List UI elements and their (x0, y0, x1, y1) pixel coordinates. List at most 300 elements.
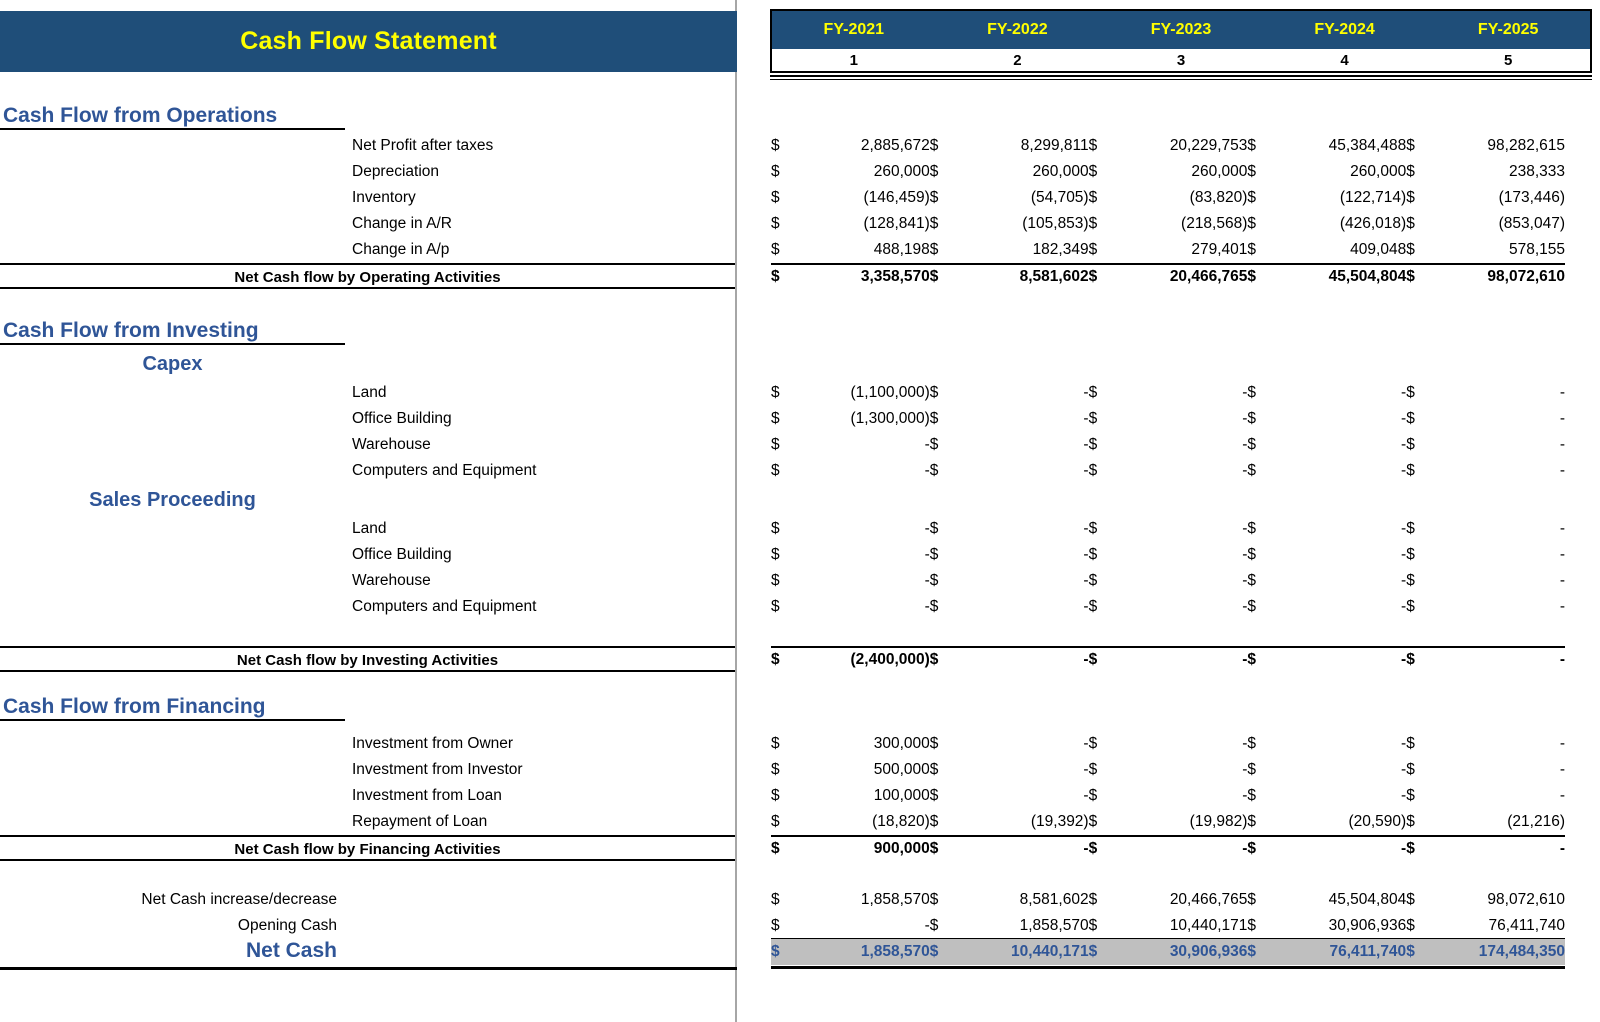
currency-symbol: $ (1406, 813, 1415, 830)
currency-symbol: $ (1088, 546, 1098, 563)
cell-value: - (1242, 761, 1248, 778)
value-cell (1247, 185, 1406, 211)
currency-symbol: $ (929, 462, 939, 479)
cell-value: - (1083, 384, 1089, 401)
cell-value: 578,155 (1508, 241, 1565, 258)
value-cell (1247, 939, 1406, 965)
value-row-operations-2 (771, 185, 1565, 211)
value-cell (771, 458, 930, 484)
currency-symbol: $ (771, 241, 780, 258)
value-row-summary-0 (771, 887, 1565, 913)
column-index-3: 3 (1176, 51, 1186, 69)
value-cell (771, 731, 930, 757)
row-label-net-cash: Net Cash (245, 939, 337, 962)
value-cell (771, 809, 930, 835)
currency-symbol: $ (1088, 189, 1098, 206)
currency-symbol: $ (771, 215, 780, 232)
cell-value: 98,072,610 (1487, 891, 1565, 908)
page-title: Cash Flow Statement (240, 27, 497, 55)
column-header-years (772, 11, 1590, 49)
value-cell (1089, 406, 1248, 432)
currency-symbol: $ (1088, 787, 1098, 804)
cell-value: (218,568) (1181, 215, 1248, 232)
cell-value: - (1242, 572, 1248, 589)
subsection-heading-sales-proceeding: Sales Proceeding (89, 489, 256, 511)
currency-symbol: $ (1247, 384, 1257, 401)
currency-symbol: $ (1088, 215, 1098, 232)
value-cell (1406, 211, 1565, 237)
value-cell (1247, 757, 1406, 783)
cell-value: 45,504,804 (1328, 891, 1407, 908)
cell-value: 30,906,936 (1169, 943, 1248, 960)
cell-value: 45,504,804 (1328, 268, 1407, 285)
value-row-capex-2 (771, 432, 1565, 458)
cell-value: - (1559, 572, 1565, 589)
cell-value: (19,392) (1030, 813, 1089, 830)
value-row-sales-2 (771, 568, 1565, 594)
value-cell (930, 568, 1089, 594)
row-label-capex-office-building: Office Building (352, 410, 452, 427)
currency-symbol: $ (929, 943, 939, 960)
currency-symbol: $ (929, 215, 939, 232)
cell-value: 10,440,171 (1169, 917, 1248, 934)
currency-symbol: $ (1247, 546, 1257, 563)
currency-symbol: $ (1088, 268, 1098, 285)
value-cell (1406, 757, 1565, 783)
value-cell (771, 939, 930, 965)
cell-value: (2,400,000) (850, 651, 930, 668)
cell-value: - (1242, 651, 1248, 668)
cell-value: 260,000 (1350, 163, 1407, 180)
cell-value: 8,581,602 (1019, 891, 1089, 908)
cell-value: 174,484,350 (1478, 943, 1565, 960)
currency-symbol: $ (771, 917, 780, 934)
currency-symbol: $ (1247, 917, 1257, 934)
cell-value: 20,229,753 (1169, 137, 1248, 154)
cell-value: - (924, 546, 930, 563)
cell-value: - (1083, 598, 1089, 615)
value-cell (1406, 264, 1565, 290)
currency-symbol: $ (1406, 462, 1415, 479)
cell-value: 2,885,672 (860, 137, 930, 154)
value-cell (1406, 594, 1565, 620)
value-cell (930, 458, 1089, 484)
currency-symbol: $ (1247, 891, 1257, 908)
value-cell (930, 809, 1089, 835)
value-cell (1089, 432, 1248, 458)
currency-symbol: $ (1406, 735, 1415, 752)
cell-value: - (1083, 572, 1089, 589)
value-cell (1089, 568, 1248, 594)
column-index-2: 2 (1013, 51, 1022, 69)
currency-symbol: $ (771, 943, 780, 960)
currency-symbol: $ (1247, 813, 1257, 830)
currency-symbol: $ (1247, 410, 1257, 427)
value-cell (771, 594, 930, 620)
value-cell (1406, 516, 1565, 542)
currency-symbol: $ (1406, 572, 1415, 589)
value-cell (1089, 185, 1248, 211)
value-row-sales-3 (771, 594, 1565, 620)
value-row-operations-3 (771, 211, 1565, 237)
cell-value: - (1242, 384, 1248, 401)
value-cell (1089, 380, 1248, 406)
currency-symbol: $ (929, 735, 939, 752)
currency-symbol: $ (771, 651, 780, 668)
value-cell (930, 380, 1089, 406)
currency-symbol: $ (1406, 163, 1415, 180)
currency-symbol: $ (1088, 761, 1098, 778)
cell-value: - (924, 572, 930, 589)
row-label-opening-cash: Opening Cash (237, 917, 337, 934)
cell-value: - (1559, 840, 1565, 857)
value-cell (1247, 731, 1406, 757)
currency-symbol: $ (1247, 651, 1257, 668)
value-row-sales-1 (771, 542, 1565, 568)
value-cell (1247, 809, 1406, 835)
value-rule (771, 966, 1565, 969)
cell-value: - (1559, 546, 1565, 563)
row-label-investment-from-loan: Investment from Loan (352, 787, 502, 804)
value-cell (771, 516, 930, 542)
currency-symbol: $ (771, 761, 780, 778)
cell-value: 76,411,740 (1488, 917, 1565, 934)
currency-symbol: $ (771, 384, 780, 401)
cell-value: 30,906,936 (1328, 917, 1407, 934)
value-row-capex-3 (771, 458, 1565, 484)
currency-symbol: $ (771, 410, 780, 427)
currency-symbol: $ (1406, 384, 1415, 401)
cell-value: - (1401, 651, 1407, 668)
currency-symbol: $ (1406, 215, 1415, 232)
cell-value: - (1083, 787, 1089, 804)
value-cell (1406, 836, 1565, 862)
cell-value: - (924, 917, 930, 934)
column-header-fy-2021: FY-2021 (823, 21, 885, 38)
value-cell (930, 159, 1089, 185)
cell-value: 8,299,811 (1020, 137, 1089, 154)
cell-value: - (1242, 598, 1248, 615)
currency-symbol: $ (1406, 436, 1415, 453)
value-cell (1406, 568, 1565, 594)
cell-value: 100,000 (873, 787, 930, 804)
cell-value: - (1242, 410, 1248, 427)
cell-value: (105,853) (1022, 215, 1089, 232)
row-label-change-in-ap: Change in A/p (352, 241, 450, 258)
value-row-capex-0 (771, 380, 1565, 406)
value-cell (1089, 836, 1248, 862)
total-label-financing-activities: Net Cash flow by Financing Activities (0, 835, 735, 861)
currency-symbol: $ (1406, 520, 1415, 537)
section-heading-operations: Cash Flow from Operations (0, 104, 345, 130)
currency-symbol: $ (929, 813, 939, 830)
cell-value: - (1242, 520, 1248, 537)
cell-value: 20,466,765 (1169, 268, 1248, 285)
row-label-investment-from-investor: Investment from Investor (352, 761, 523, 778)
currency-symbol: $ (929, 268, 939, 285)
currency-symbol: $ (1088, 137, 1098, 154)
value-row-financing-3 (771, 809, 1565, 835)
currency-symbol: $ (771, 520, 780, 537)
currency-symbol: $ (1406, 137, 1415, 154)
value-cell (771, 913, 930, 939)
value-cell (1089, 237, 1248, 263)
currency-symbol: $ (1406, 546, 1415, 563)
currency-symbol: $ (929, 840, 939, 857)
value-row-summary-1 (771, 913, 1565, 939)
value-cell (1406, 458, 1565, 484)
currency-symbol: $ (929, 598, 939, 615)
value-row-operations-1 (771, 159, 1565, 185)
currency-symbol: $ (1088, 598, 1098, 615)
value-cell (1247, 913, 1406, 939)
column-index-5: 5 (1504, 51, 1513, 69)
value-cell (930, 647, 1089, 673)
value-cell (1247, 237, 1406, 263)
currency-symbol: $ (1247, 735, 1257, 752)
value-cell (771, 647, 930, 673)
cell-value: - (1401, 384, 1407, 401)
row-label-depreciation: Depreciation (352, 163, 440, 180)
value-cell (771, 380, 930, 406)
currency-symbol: $ (771, 163, 780, 180)
value-row-operations-total (771, 264, 1565, 290)
value-cell (1089, 939, 1248, 965)
cell-value: 409,048 (1350, 241, 1407, 258)
column-header-indices (772, 49, 1590, 71)
row-label-capex-computers-and-equipment: Computers and Equipment (352, 462, 537, 479)
value-cell (1406, 913, 1565, 939)
cell-value: - (1401, 787, 1407, 804)
currency-symbol: $ (771, 572, 780, 589)
cell-value: - (1083, 436, 1089, 453)
currency-symbol: $ (1247, 436, 1257, 453)
value-row-operations-0 (771, 133, 1565, 159)
value-cell (1089, 159, 1248, 185)
currency-symbol: $ (929, 651, 939, 668)
currency-symbol: $ (1406, 917, 1415, 934)
cell-value: - (924, 598, 930, 615)
value-cell (1089, 458, 1248, 484)
row-label-net-profit-after-taxes: Net Profit after taxes (352, 137, 494, 154)
value-cell (1406, 406, 1565, 432)
currency-symbol: $ (1247, 137, 1257, 154)
cell-value: - (1559, 462, 1565, 479)
cell-value: - (1401, 735, 1407, 752)
currency-symbol: $ (1247, 840, 1257, 857)
value-cell (771, 836, 930, 862)
value-cell (771, 133, 930, 159)
currency-symbol: $ (929, 137, 939, 154)
value-cell (1247, 568, 1406, 594)
value-cell (1247, 887, 1406, 913)
row-label-sales-office-building: Office Building (352, 546, 452, 563)
value-cell (1406, 159, 1565, 185)
value-cell (1406, 432, 1565, 458)
currency-symbol: $ (1088, 891, 1098, 908)
currency-symbol: $ (1406, 943, 1415, 960)
cell-value: - (1242, 546, 1248, 563)
cell-value: 300,000 (873, 735, 930, 752)
cell-value: - (1242, 735, 1248, 752)
column-header-fy-2025: FY-2025 (1477, 21, 1539, 38)
row-label-repayment-of-loan: Repayment of Loan (352, 813, 488, 830)
value-cell (1406, 380, 1565, 406)
cell-value: - (1401, 840, 1407, 857)
currency-symbol: $ (771, 787, 780, 804)
currency-symbol: $ (929, 891, 939, 908)
value-cell (771, 568, 930, 594)
currency-symbol: $ (929, 189, 939, 206)
cell-value: - (924, 462, 930, 479)
statement-label-pane (0, 0, 737, 1022)
currency-symbol: $ (929, 241, 939, 258)
cell-value: (1,100,000) (850, 384, 930, 401)
value-cell (930, 542, 1089, 568)
cell-value: - (1559, 520, 1565, 537)
value-cell (1089, 516, 1248, 542)
value-cell (1406, 542, 1565, 568)
cell-value: - (1242, 840, 1248, 857)
currency-symbol: $ (1406, 241, 1415, 258)
cell-value: - (1559, 598, 1565, 615)
cell-value: - (1083, 520, 1089, 537)
cell-value: - (1401, 572, 1407, 589)
value-cell (771, 783, 930, 809)
row-label-inventory: Inventory (352, 189, 416, 206)
value-cell (1406, 887, 1565, 913)
cell-value: - (1401, 546, 1407, 563)
cell-value: 45,384,488 (1328, 137, 1407, 154)
currency-symbol: $ (1406, 761, 1415, 778)
value-cell (1089, 133, 1248, 159)
cell-value: - (1559, 436, 1565, 453)
value-cell (1089, 542, 1248, 568)
currency-symbol: $ (1088, 462, 1098, 479)
currency-symbol: $ (929, 410, 939, 427)
value-cell (771, 211, 930, 237)
currency-symbol: $ (771, 546, 780, 563)
cell-value: 20,466,765 (1169, 891, 1248, 908)
currency-symbol: $ (771, 436, 780, 453)
value-cell (1247, 516, 1406, 542)
cell-value: 260,000 (873, 163, 930, 180)
currency-symbol: $ (1088, 241, 1098, 258)
currency-symbol: $ (1088, 436, 1098, 453)
cell-value: - (1401, 462, 1407, 479)
bottom-rule-left (0, 967, 737, 970)
cell-value: - (1559, 735, 1565, 752)
value-cell (1089, 731, 1248, 757)
currency-symbol: $ (929, 163, 939, 180)
value-cell (1247, 380, 1406, 406)
cell-value: 98,072,610 (1487, 268, 1565, 285)
currency-symbol: $ (929, 572, 939, 589)
currency-symbol: $ (929, 546, 939, 563)
currency-symbol: $ (771, 813, 780, 830)
value-cell (771, 185, 930, 211)
cell-value: - (1401, 436, 1407, 453)
column-header-fy-2024: FY-2024 (1314, 21, 1375, 38)
currency-symbol: $ (1088, 735, 1098, 752)
cell-value: 3,358,570 (860, 268, 930, 285)
value-row-sales-0 (771, 516, 1565, 542)
currency-symbol: $ (929, 520, 939, 537)
currency-symbol: $ (929, 917, 939, 934)
cell-value: - (1401, 520, 1407, 537)
row-label-capex-warehouse: Warehouse (352, 436, 431, 453)
section-heading-investing: Cash Flow from Investing (0, 319, 345, 345)
currency-symbol: $ (1247, 943, 1257, 960)
currency-symbol: $ (929, 761, 939, 778)
value-cell (1247, 211, 1406, 237)
currency-symbol: $ (771, 598, 780, 615)
value-cell (1406, 731, 1565, 757)
value-cell (1406, 647, 1565, 673)
cell-value: 488,198 (873, 241, 930, 258)
cell-value: (173,446) (1498, 189, 1565, 206)
value-cell (930, 887, 1089, 913)
cell-value: - (1401, 761, 1407, 778)
currency-symbol: $ (771, 840, 780, 857)
value-cell (1406, 939, 1565, 965)
currency-symbol: $ (1088, 384, 1098, 401)
value-cell (1247, 406, 1406, 432)
currency-symbol: $ (771, 462, 780, 479)
cell-value: (122,714) (1339, 189, 1407, 206)
currency-symbol: $ (1247, 520, 1257, 537)
value-cell (771, 159, 930, 185)
cell-value: 279,401 (1191, 241, 1248, 258)
column-header-fy-2022: FY-2022 (987, 21, 1048, 38)
value-cell (1089, 783, 1248, 809)
currency-symbol: $ (771, 735, 780, 752)
currency-symbol: $ (1406, 410, 1415, 427)
value-cell (930, 133, 1089, 159)
cell-value: (20,590) (1348, 813, 1407, 830)
currency-symbol: $ (771, 268, 780, 285)
cell-value: - (1401, 598, 1407, 615)
currency-symbol: $ (1247, 462, 1257, 479)
value-cell (1089, 913, 1248, 939)
cell-value: - (1083, 410, 1089, 427)
cell-value: 8,581,602 (1019, 268, 1089, 285)
currency-symbol: $ (929, 787, 939, 804)
value-cell (1089, 647, 1248, 673)
cell-value: - (1083, 761, 1089, 778)
value-cell (1089, 887, 1248, 913)
row-label-investment-from-owner: Investment from Owner (352, 735, 514, 752)
value-row-operations-4 (771, 237, 1565, 263)
total-label-investing-activities: Net Cash flow by Investing Activities (0, 646, 735, 672)
row-label-sales-warehouse: Warehouse (352, 572, 431, 589)
row-label-net-cash-increase-decrease: Net Cash increase/decrease (141, 891, 337, 908)
currency-symbol: $ (929, 384, 939, 401)
cell-value: 98,282,615 (1487, 137, 1565, 154)
value-cell (1089, 594, 1248, 620)
value-cell (930, 185, 1089, 211)
currency-symbol: $ (1406, 598, 1415, 615)
cell-value: - (1083, 840, 1089, 857)
currency-symbol: $ (1406, 268, 1415, 285)
value-cell (1089, 211, 1248, 237)
value-cell (1406, 783, 1565, 809)
column-index-4: 4 (1340, 51, 1349, 69)
cell-value: - (1083, 735, 1089, 752)
cell-value: (426,018) (1339, 215, 1407, 232)
cell-value: - (1559, 410, 1565, 427)
cell-value: 238,333 (1508, 163, 1565, 180)
